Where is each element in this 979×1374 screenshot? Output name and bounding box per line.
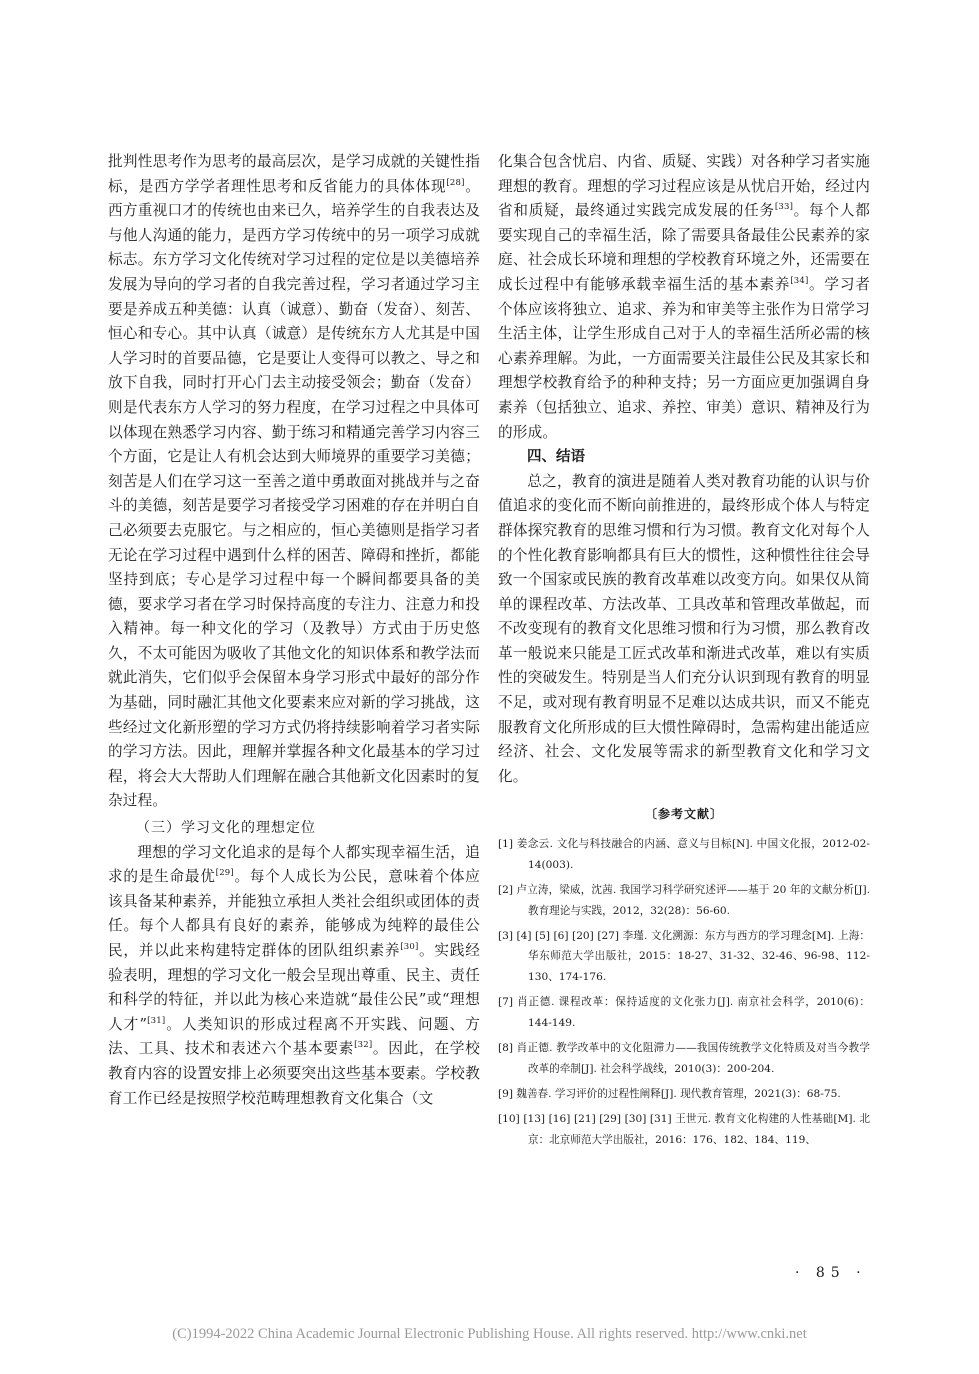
citation-marker: [31] bbox=[147, 1015, 166, 1026]
reference-item: [3] [4] [5] [6] [20] [27] 李瑾. 文化溯源：东方与西方的学习理念[M]. 上海：华东师范大学出版社，2015：18-27、31-32、32-46、96-98、112-130、174-176. bbox=[498, 930, 870, 983]
body-paragraph: 理想的学习文化追求的是每个人都实现幸福生活，追求的是生命最优[29]。每个人成长为公民，意味着个体应该具备某种素养，并能独立承担人类社会组织或团体的责任。每个人都具有良好的素养，能够成为纯粹的最佳公民，并以此来构建特定群体的团队组织素养[30]。实践经验表明，理想的学习文化一般会呈现出尊重、民主、责任和科学的特征，并以此为核心来造就“最佳公民”或“理想人才”[31]。人类知识的形成过程离不开实践、问题、方法、工具、技术和表述六个基本要素[32]。因此，在学校教育内容的设置安排上必须要突出这些基本要素。学校教育工作已经是按照学校范畴理想教育文化集合（文 bbox=[108, 843, 481, 1107]
left-column bbox=[108, 150, 480, 1111]
body-paragraph: 化集合包含忧启、内省、质疑、实践）对各种学习者实施理想的教育。理想的学习过程应该是从忧启开始，经过内省和质疑，最终通过实践完成发展的任务[33]。每个人都要实现自己的幸福生活，除了需要具备最佳公民素养的家庭、社会成长环境和理想的学校教育环境之外，还需要在成长过程中有能够承载幸福生活的基本素养[34]。学习者个体应该将独立、追求、养为和审美等主张作为日常学习生活主体，让学生形成自己对于人的幸福生活所必需的核心素养理解。为此，一方面需要关注最佳公民及其家长和理想学校教育给予的种种支持；另一方面应更加强调自身素养（包括独立、追求、养控、审美）意识、精神及行为的形成。 bbox=[498, 153, 870, 441]
reference-item: [9] 魏善春. 学习评价的过程性阐释[J]. 现代教育管理，2021(3)：68-75. bbox=[498, 1087, 841, 1100]
citation-marker: [33] bbox=[774, 202, 794, 213]
right-column bbox=[498, 150, 870, 1155]
reference-item: [8] 肖正德. 教学改革中的文化阻滞力——我国传统教学文化特质及对当今教学改革的牵制[J]. 社会科学战线，2010(3)：200-204. bbox=[498, 1042, 870, 1075]
section-heading: 四、结语 bbox=[527, 449, 585, 466]
reference-item: [2] 卢立涛，梁威，沈茜. 我国学习科学研究述评——基于 20 年的文献分析[J]. 教育理论与实践，2012，32(28)：56-60. bbox=[498, 884, 870, 917]
references-title: 〔参考文献〕 bbox=[644, 807, 723, 822]
copyright-footer: (C)1994-2022 China Academic Journal Electronic Publishing House. All rights reserved. http://www.cnki.net bbox=[172, 1326, 807, 1342]
reference-item: [7] 肖正德. 课程改革：保持适度的文化张力[J]. 南京社会科学，2010(6)：144-149. bbox=[498, 996, 870, 1029]
citation-marker: [28] bbox=[446, 177, 465, 188]
subsection-heading: （三）学习文化的理想定位 bbox=[136, 820, 316, 837]
citation-marker: [32] bbox=[354, 1040, 373, 1051]
citation-marker: [29] bbox=[215, 868, 234, 879]
reference-item: [1] 姜念云. 文化与科技融合的内涵、意义与目标[N]. 中国文化报，2012-02-14(003). bbox=[498, 838, 870, 871]
body-paragraph: 批判性思考作为思考的最高层次，是学习成就的关键性指标，是西方学学者理性思考和反省能力的具体体现[28]。西方重视口才的传统也由来已久，培养学生的自我表达及与他人沟通的能力，是西方学习传统中的另一项学习成就标志。东方学习文化传统对学习过程的定位是以美德培养发展为导向的学习者的自我完善过程，学习者通过学习主要是养成五种美德：认真（诚意）、勤奋（发奋）、刻苦、恒心和专心。其中认真（诚意）是传统东方人尤其是中国人学习时的首要品德，它是要让人变得可以教之、导之和放下自我，同时打开心门去主动接受领会；勤奋（发奋）则是代表东方人学习的努力程度，在学习过程之中具体可以体现在熟悉学习内容、勤于练习和精通完善学习内容三个方面，它是让人有机会达到大师境界的重要学习美德；刻苦是人们在学习这一至善之道中勇敢面对挑战并与之奋斗的美德，刻苦是要学习者接受学习困难的存在并明白自己必须要去克服它。与之相应的，恒心美德则是指学习者无论在学习过程中遇到什么样的困苦、障碍和挫折，都能坚持到底；专心是学习过程中每一个瞬间都要具备的美德，要求学习者在学习时保持高度的专注力、注意力和投入精神。每一种文化的学习（及教导）方式由于历史悠久，不太可能因为吸收了其他文化的知识体系和教学法而就此消失，它们似乎会保留本身学习形式中最好的部分作为基础，同时融汇其他文化要素来应对新的学习挑战，这些经过文化新形塑的学习方式仍将持续影响着学习者实际的学习方法。因此，理解并掌握各种文化最基本的学习过程，将会大大帮助人们理解在融合其他新文化因素时的复杂过程。 bbox=[108, 153, 481, 810]
reference-item: [10] [13] [16] [21] [29] [30] [31] 王世元. 教育文化构建的人性基础[M]. 北京：北京师范大学出版社，2016：176、182、184、119、 bbox=[498, 1113, 870, 1146]
reference-list bbox=[498, 834, 870, 1150]
citation-marker: [30] bbox=[400, 942, 419, 952]
citation-marker: [34] bbox=[790, 275, 809, 286]
page-number: · 85 · bbox=[795, 1265, 867, 1281]
body-paragraph: 总之，教育的演进是随着人类对教育功能的认识与价值追求的变化而不断向前推进的，最终形成个体人与特定群体探究教育的思维习惯和行为习惯。教育文化对每个人的个性化教育影响都具有巨大的惯性，这种惯性往往会导致一个国家或民族的教育改革难以改变方向。如果仅从简单的课程改革、方法改革、工具改革和管理改革做起，而不改变现有的教育文化思维习惯和行为习惯，那么教育改革一般说来只能是工匠式改革和渐进式改革，难以有实质性的突破发生。特别是当人们充分认识到现有教育的明显不足，或对现有教育明显不足难以达成共识，而又不能克服教育文化所形成的巨大惯性障碍时，急需构建出能适应经济、社会、文化发展等需求的新型教育文化和学习文化。 bbox=[498, 472, 870, 785]
